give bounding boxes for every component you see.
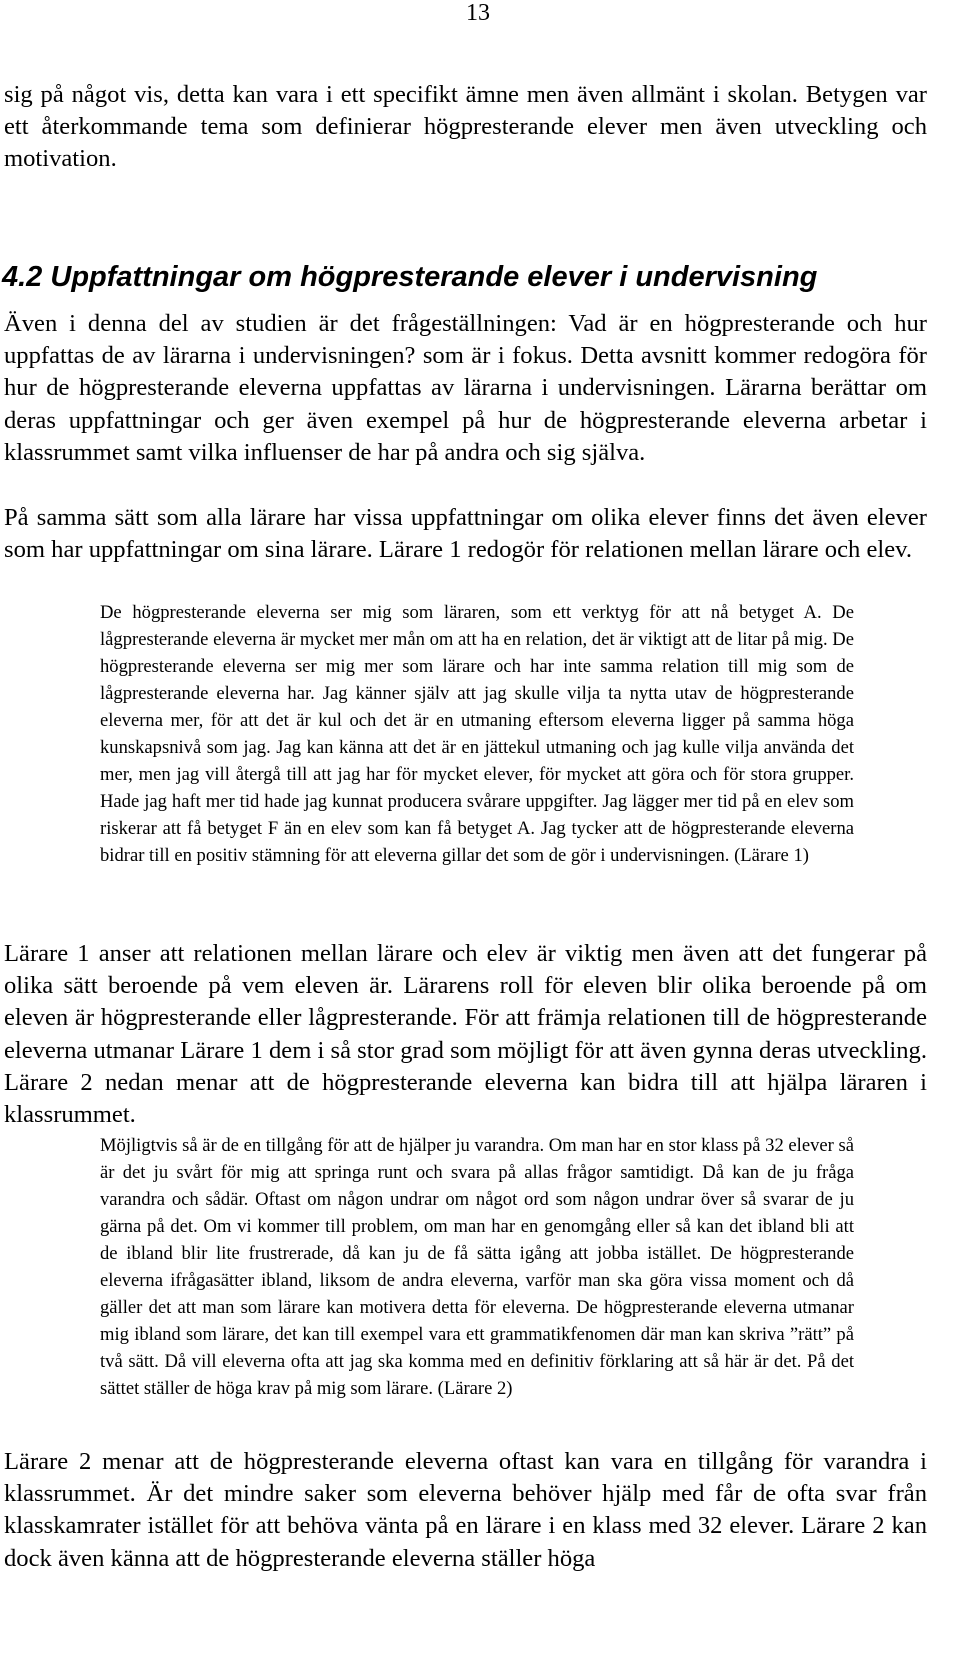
block-quote-1: De högpresterande eleverna ser mig som läraren, som ett verktyg för att nå betyget A. De lågpresterande eleverna är mycket mer mån om att ha en relation, det är viktigt att de litar på mig. De högpresterande eleverna ser mig mer som lärare och har inte samma relation till mig som de lågpresterande eleverna har. Jag känner själv att jag skulle vilja ta nytta utav de högpresterande eleverna mer, för att det är kul och det är en utmaning eftersom eleverna ligger på samma höga kunskapsnivå som jag. Jag kan känna att det är en jättekul utmaning och jag kulle vilja använda det mer, men jag vill återgå till att jag har för mycket elever, för mycket att göra och för stora grupper. Hade jag haft mer tid hade jag kunnat producera svårare uppgifter. Jag lägger mer tid på en elev som riskerar att få betyget F än en elev som kan få betyget A. Jag tycker att de högpresterande eleverna bidrar till en positiv stämning för att eleverna gillar det som de gör i undervisningen. (Lärare 1) <box>100 602 854 866</box>
paragraph-3: Lärare 1 anser att relationen mellan lärare och elev är viktig men även att det fungerar på olika sätt beroende på vem eleven är. Lärarens roll för eleven blir olika beroende på om eleven är högpresterande eller lågpresterande. För att främja relationen till de högpresterande eleverna utmanar Lärare 1 dem i så stor grad som möjligt för att även gynna deras utveckling. Lärare 2 nedan menar att de högpresterande eleverna kan bidra till att hjälpa läraren i klassrummet. <box>4 940 927 1129</box>
block-quote-2: Möjligtvis så är de en tillgång för att de hjälper ju varandra. Om man har en stor klass på 32 elever så är det ju svårt för mig att springa runt och svara på allas frågor samtidigt. Då kan de ju fråga varandra och sådär. Oftast om någon undrar om något ord som någon undrar över så svarar de ju gärna på det. Om vi kommer till problem, om man har en genomgång eller så kan det ibland bli att de ibland blir lite frustrerade, då kan ju de få sätta igång att jobba istället. De högpresterande eleverna ifrågasätter ibland, liksom de andra eleverna, varför man ska göra vissa moment och då gäller det att man som lärare kan motivera detta för eleverna. De högpresterande eleverna utmanar mig ibland som lärare, det kan till exempel vara ett grammatikfenomen där man kan skriva ”rätt” på två sätt. Då vill eleverna ofta att jag ska komma med en definitiv förklaring att så här är det. På det sättet ställer de höga krav på mig som lärare. (Lärare 2) <box>100 1135 854 1399</box>
paragraph-intro: sig på något vis, detta kan vara i ett specifikt ämne men även allmänt i skolan. Betygen var ett återkommande tema som definierar högpresterande elever men även utveckling och motivation. <box>4 81 927 173</box>
paragraph-2: På samma sätt som alla lärare har vissa uppfattningar om olika elever finns det även elever som har uppfattningar om sina lärare. Lärare 1 redogör för relationen mellan lärare och elev. <box>4 504 927 564</box>
paragraph-4: Lärare 2 menar att de högpresterande eleverna oftast kan vara en tillgång för varandra i klassrummet. Är det mindre saker som eleverna behöver hjälp med får de ofta svar från klasskamrater istället för att behöva vänta på en lärare i en klass med 32 elever. Lärare 2 kan dock även känna att de högpresterande eleverna ställer höga <box>4 1448 927 1572</box>
section-heading: 4.2 Uppfattningar om högpresterande elever i undervisning <box>2 261 818 293</box>
paragraph-1: Även i denna del av studien är det frågeställningen: Vad är en högpresterande och hur uppfattas de av lärarna i undervisningen? som är i fokus. Detta avsnitt kommer redogöra för hur de högpresterande eleverna uppfattas av lärarna i undervisningen. Lärarna berättar om deras uppfattningar och ger även exempel på hur de högpresterande eleverna arbetar i klassrummet samt vilka influenser de har på andra och sig själva. <box>4 310 927 466</box>
page-number: 13 <box>466 0 490 26</box>
